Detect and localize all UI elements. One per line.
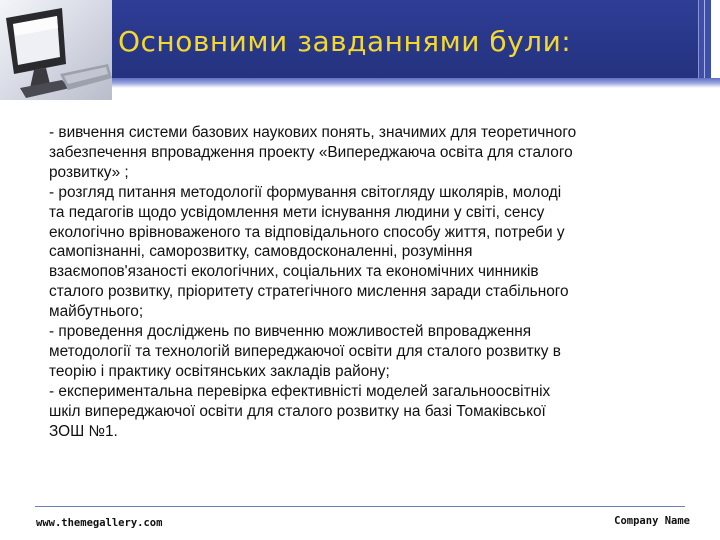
computer-monitor-icon (0, 0, 112, 100)
slide-title: Основними завданнями були: (118, 25, 572, 58)
slide-header (0, 0, 720, 78)
header-strip (112, 78, 720, 88)
header-bar-accent (698, 0, 711, 78)
header-photo (0, 0, 112, 100)
footer-company-name: Company Name (614, 515, 690, 527)
footer-website: www.themegallery.com (36, 517, 163, 529)
slide-body-text: - вивчення системи базових наукових понять, значимих для теоретичного забезпечення впровадження проекту «Випереджаюча освіта для сталого розвитку» ; - розгляд питання методології формування світогляду школярів, молоді та педагогів щодо усвідомлення мети існування людини у світі, сенсу екологічно врівноваженого та відповідального способу життя, потреби у самопізнанні, саморозвитку, самовдосконаленні, розуміння взаємопов'язаності екологічних, соціальних та економічних чинників сталого розвитку, пріоритету стратегічного мислення заради стабільного майбутнього; - проведення досліджень по вивченню можливостей впровадження методології та технологій випереджаючої освіти для сталого розвитку в теорію і практику освітянських закладів району; - експериментальна перевірка ефективністі моделей загальноосвітніх шкіл випереджаючої освіти для сталого розвитку на базі Томаківської ЗОШ №1. (49, 124, 577, 440)
footer-divider (35, 506, 685, 507)
